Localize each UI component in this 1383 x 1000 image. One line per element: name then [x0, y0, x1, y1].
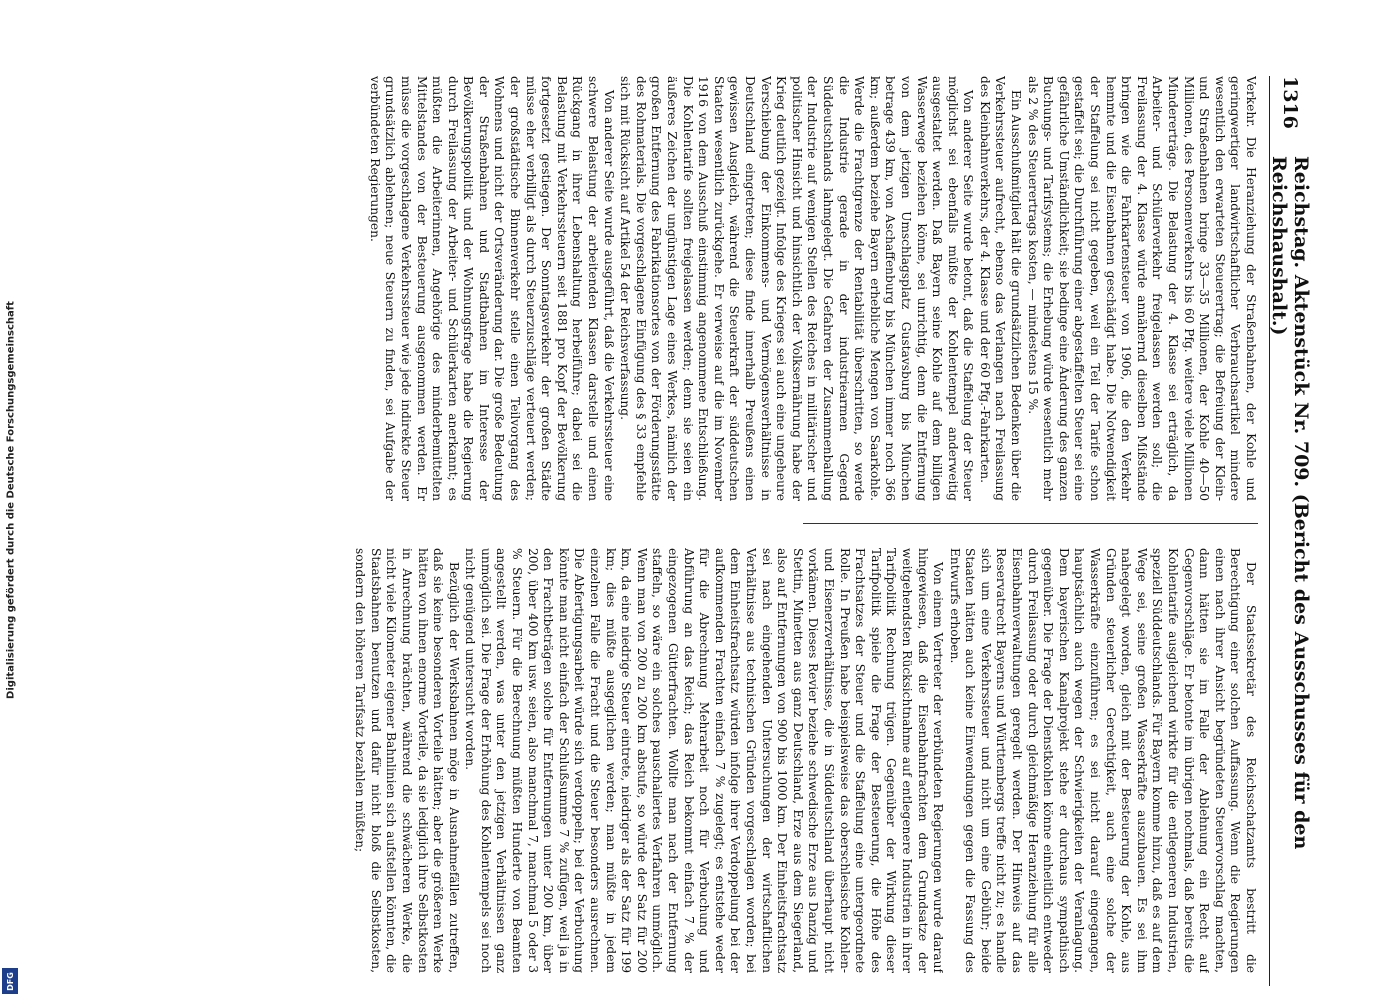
rotated-document-page: [80, 76, 1310, 986]
page-title: Reichstag. Aktenstück Nr. 709. (Bericht des Ausschusses für den Reichshaushalt.): [1268, 156, 1312, 850]
paragraph: Von einem Vertreter der verbündeten Regierungen wurde darauf hingewiesen, daß die Eisenbahnfrachten dem Grundsatze der weitgehendsten Rücksichtnahme auf entlegenere Industrien in ihrer Tarifpolitik Rechnung trügen. Gegenüber der Wirkung dieser Tarifpolitik spiele die Frage der Besteuerung, die Höhe des Frachtsatzes der Steuer und die Staffelung eine untergeordnete Rolle. In Preußen habe beispielsweise das oberschlesische Kohlen- und Eisenerzverhältnisse, die in Süddeutschland überhaupt nicht vorkämen. Dieses Revier beziehe schwedische Erze aus Danzig und Stettin, Minetten aus ganz Deutschland, Erze aus dem Siegerland, also auf Entfernungen von 900 bis 1000 km. Der Einheitsfrachtsatz sei nach eingehenden Untersuchungen der wirtschaftlichen Verhältnisse aus technischen Gründen vorgeschlagen worden; bei dem Einheitsfrachtsatz würden infolge ihrer Verdoppelung bei der aufkommenden Frachten einfach 7 % zugelegt; es entstehe weder für die Abrechnung Mehrarbeit noch für Verbuchung und Abführung an das Reich; das Reich bekommt einfach 7 % der eingezogenen Gütterfrachten. Wollte man nach der Entfernung staffeln, so wäre ein solches pauschaliertes Verfahren unmöglich. Wenn man von 200 zu 200 km abstufe, so würde der Satz für 200 km, da eine niedrige Steuer eintrete, niedriger als der Satz für 199 km; dies müßte ausgeglichen werden; man müßte in jedem einzelnen Falle die Fracht und die Steuer besonders ausrechnen. Die Abfertigungsarbeit würde sich verdoppeln; bei der Verbuchung könnte man nicht einfach der Schlußsumme 7 % zufügen, weil ja in den Frachtbeträgen solche für Entfernungen unter 200 km, über 200, über 400 km usw. seien, also manchmal 7, manchmal 5 oder 3 % Steuern. Für die Berechnung müßten Hunderte von Beamten angestellt werden, was unter den jetzigen Verhältnissen ganz unmöglich sei. Die Frage der Erhöhung des Kohlentempels sei noch nicht genügend untersucht worden.: [463, 548, 946, 973]
paragraph: Ein Ausschußmitglied hält die grundsätzlichen Bedenken über die Verkehrssteuer aufrecht, ebenso das Verlangen nach Freilassung des Kleinbahnverkehrs, der 4. Klasse und der 60 Pfg.-Fahrkarten.: [977, 76, 1024, 501]
dfg-logo-icon: [2, 968, 18, 994]
digitization-notice: [0, 0, 22, 1000]
paragraph: Von anderer Seite wurde betont, daß die Staffelung der Steuer möglichst sei ebenfalls müßte der Kohlentempel anderweitig ausgestaltet werden. Daß Bayern seine Kohle auf dem billigen Wasserwege beziehen könne, sei unrichtig, denn die Entfernung von dem jetzigen Umschlagsplatz Gustavsburg bis München betrage 439 km, von Aschaffenburg bis München immer noch 366 km; außerdem beziehe Bayern erhebliche Mengen von Saarkohle. Werde die Frachtgrenze der Rentabilität überschritten, so werde die Industrie gerade in der industriearmen Gegend Süddeutschlands lahmgelegt. Die Gefahren der Zusammenballung der Industrie auf wenigen Stellen des Reiches in militärischer und politischer Hinsicht und hinsichtlich der Volksernährung habe der Krieg deutlich gezeigt. Infolge des Krieges sei auch eine ungeheure Verschiebung der Einkommens- und Vermögensverhältnisse in Deutschland eingetreten; diese finde innerhalb Preußens einen gewissen Ausgleich, während die Steuerkraft der süddeutschen Staaten wesentlich zurückgehe. Er verweise auf die im November 1916 von dem Ausschuß einstimmig angenommene Entschließung. Die Kohlentarife sollten freigelassen werden; denn sie seien ein äußeres Zeichen der ungünstigen Lage eines Werkes, nämlich der großen Entfernung des Fabrikationsortes von der Förderungsstätte des Rohmaterials. Die vorgeschlagene Einfügung des § 33 empfehle sich mit Rücksicht auf Artikel 54 der Reichsverfassung.: [618, 76, 976, 501]
paragraph: Der Staatssekretär des Reichsschatzamts bestritt die Berechtigung einer solchen Auffassung. Wenn die Regierungen einen nach ihrer Ansicht begründeten Steuervorschlag machten, dann hätten sie im Falle der Ablehnung ein Recht auf Gegenvorschläge. Er betonte im übrigen nochmals, daß bereits die Kohlentarife ausgleichend wirkte für die entlegeneren Industrien, speziell Süddeutschlands. Für Bayern komme hinzu, daß es auf dem Wege sei, seine großen Wasserkräfte auszubauen. Es sei ihm nahegelegt worden, gleich mit der Besteuerung der Kohle, aus Gründen steuerlicher Gerechtigkeit, auch eine solche der Wasserkräfte einzuführen; es sei nicht darauf eingegangen, hauptsächlich auch wegen der Schwierigkeiten der Veranlagung. Dem bayerischen Kanalprojekt stehe er durchaus sympathisch gegenüber. Die Frage der Dienstkohlen könne einheitlich entweder durch Freilassung oder durch gleichmäßige Heranziehung für alle Eisenbahnverwaltungen geregelt werden. Der Hinweis auf das Reservatrecht Bayerns und Württembergs treffe nicht zu; es handle sich um eine Verkehrssteuer und nicht um eine Gebühr; beide Staaten hätten auch keine Einwendungen gegen die Fassung des Entwurfs erhoben.: [947, 548, 1258, 973]
digitization-notice-text: Digitalisierung gefördert durch die Deutsche Forschungsgemeinschaft: [5, 301, 17, 699]
paragraph: Von anderer Seite wurde ausgeführt, daß die Verkehrssteuer eine schwere Belastung der arbeitenden Klassen darstelle und einen Rückgang in ihrer Lebenshaltung herbeiführe; dabei sei die Belastung mit Verkehrssteuern seit 1881 pro Kopf der Bevölkerung fortgesetzt gestiegen. Der Sonntagsverkehr der großen Städte müsse eher verbilligt als durch Steuerzuschläge verteuert werden; der großstädtische Binnenverkehr stelle einen Teilvorgang des Wohnens und nicht der Ortsveränderung dar. Die große Bedeutung der Straßenbahnen und Stadtbahnen im Interesse der Bevölkerungspolitik und der Wohnungsfrage habe die Regierung durch Freilassung der Arbeiter- und Schülerkarten anerkannt; es müßten die Arbeiterinnen, Angehörige des minderbemittelten Mittelstandes von der Besteuerung ausgenommen werden. Er müsse die vorgeschlagene Verkehrssteuer wie jede indirekte Steuer grundsätzlich ablehnen; neue Steuern zu finden, sei Aufgabe der verbündeten Regierungen.: [367, 76, 616, 501]
page-header: [1269, 76, 1310, 986]
dfg-logo-text: DFG: [5, 971, 15, 991]
column-divider: [803, 523, 1258, 524]
left-text-column: [88, 76, 1258, 501]
right-text-column: [88, 548, 1258, 973]
paragraph: Verkehr. Die Heranziehung der Straßenbahnen, der Kohle und geringwertiger landwirtschaftlicher Verbrauchsartikel mindere wesentlich den erwarteten Steuerertrag; die Befreiung der Klein- und Straßenbahnen bringe 33—35 Millionen, der Kohle 40—50 Millionen, des Personenverkehrs bis 60 Pfg. weitere viele Millionen Mindererträge. Die Belastung der 4. Klasse sei erträglich, da Arbeiter- und Schülerverkehr freigelassen werden soll; die Freilassung der 4. Klasse würde annähernd dieselben Mißstände bringen wie die Fahrkartensteuer von 1906, die den Verkehr hemmte und die Eisenbahnen geschädigt habe. Die Notwendigkeit der Staffelung sei nicht gegeben, weil ein Teil der Tarife schon gestaffelt sei; die Durchführung einer abgestaffelten Steuer sei eine gefährliche Umständlichkeit; sie bedinge eine Änderung des ganzen Buchungs- und Tarifsystems; die Erhebung würde wesentlich mehr als 2 % des Steuerertrags kosten, — mindestens 15 %.: [1025, 76, 1258, 501]
page-number: 1316: [1279, 76, 1301, 129]
paragraph: Bezüglich der Werksbahnen möge in Ausnahmefällen zutreffen, daß sie keine besonderen Vorteile hätten; aber die größeren Werke hätten von ihnen enorme Vorteile, da sie lediglich ihre Selbstkosten in Anrechnung brächten, während die schwächeren Werke, die nicht viele Kilometer eigener Bahnlinien sich aufstellen könnten, die Staatsbahnen benutzen und dafür nicht bloß die Selbstkosten, sondern den höheren Tarifsatz bezahlen müßten;: [353, 548, 461, 973]
